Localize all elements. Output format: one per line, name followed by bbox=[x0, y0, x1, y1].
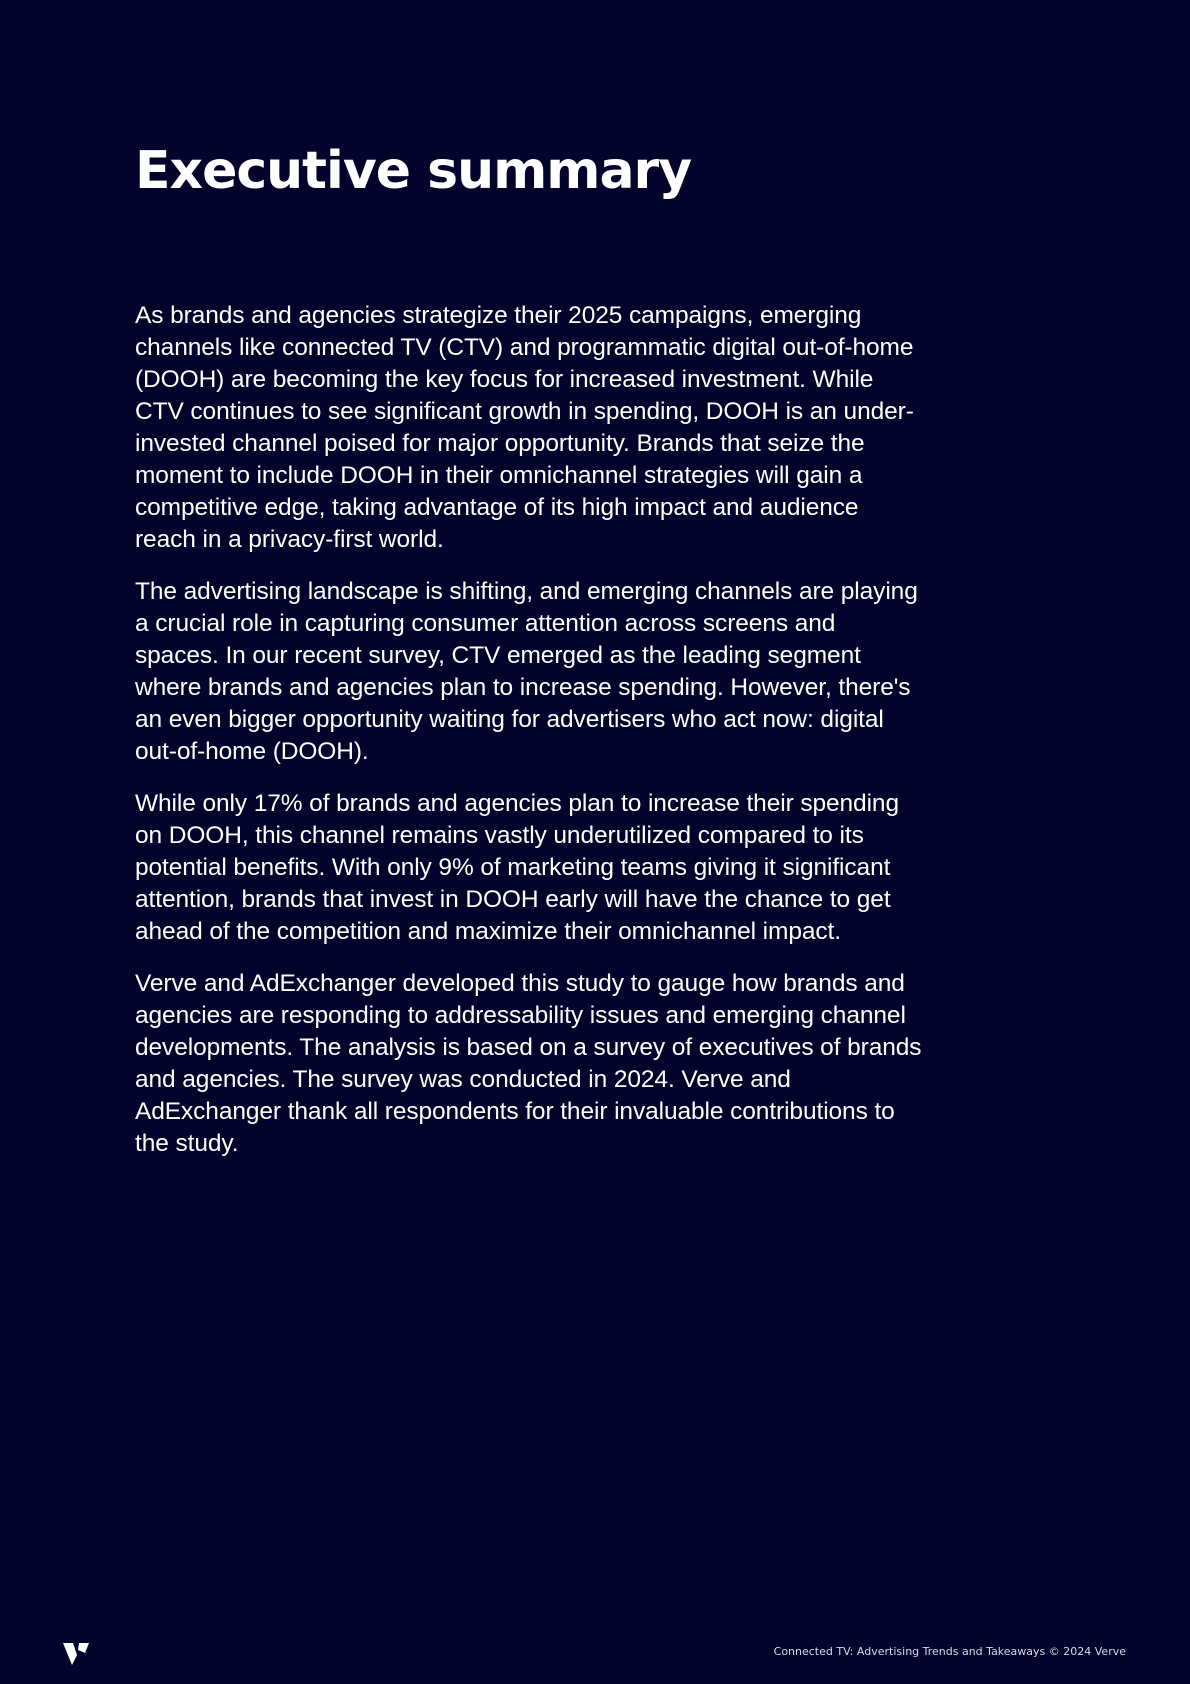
paragraph-study: Verve and AdExchanger developed this study to gauge how brands and agencies are responding to addressability issues and emerging channel developments. The analysis is based on a survey of executives of brands and agencies. The survey was conducted in 2024. Verve and AdExchanger thank all respondents for their invaluable contributions to the study. bbox=[135, 970, 922, 1157]
paragraph-landscape: The advertising landscape is shifting, and emerging channels are playing a crucial role in capturing consumer attention across screens and spaces. In our recent survey, CTV emerged as the leading segment where brands and agencies plan to increase spending. However, there's an even bigger opportunity waiting for advertisers who act now: digital out-of-home (DOOH). bbox=[135, 578, 918, 765]
footer-text: Connected TV: Advertising Trends and Takeaways © 2024 Verve bbox=[773, 1645, 1126, 1658]
paragraph-dooh: While only 17% of brands and agencies plan to increase their spending on DOOH, this channel remains vastly underutilized compared to its potential benefits. With only 9% of marketing teams giving it significant attention, brands that invest in DOOH early will have the chance to get ahead of the competition and maximize their omnichannel impact. bbox=[135, 790, 899, 945]
paragraph-intro: As brands and agencies strategize their 2025 campaigns, emerging channels like connected TV (CTV) and programmatic digital out-of-home (DOOH) are becoming the key focus for increased investment. While CTV continues to see significant growth in spending, DOOH is an under-invested channel poised for major opportunity. Brands that seize the moment to include DOOH in their omnichannel strategies will gain a competitive edge, taking advantage of its high impact and audience reach in a privacy-first world. bbox=[135, 302, 914, 553]
page-title: Executive summary bbox=[135, 141, 692, 201]
body-text bbox=[135, 300, 925, 1180]
verve-logo-icon bbox=[63, 1643, 89, 1665]
